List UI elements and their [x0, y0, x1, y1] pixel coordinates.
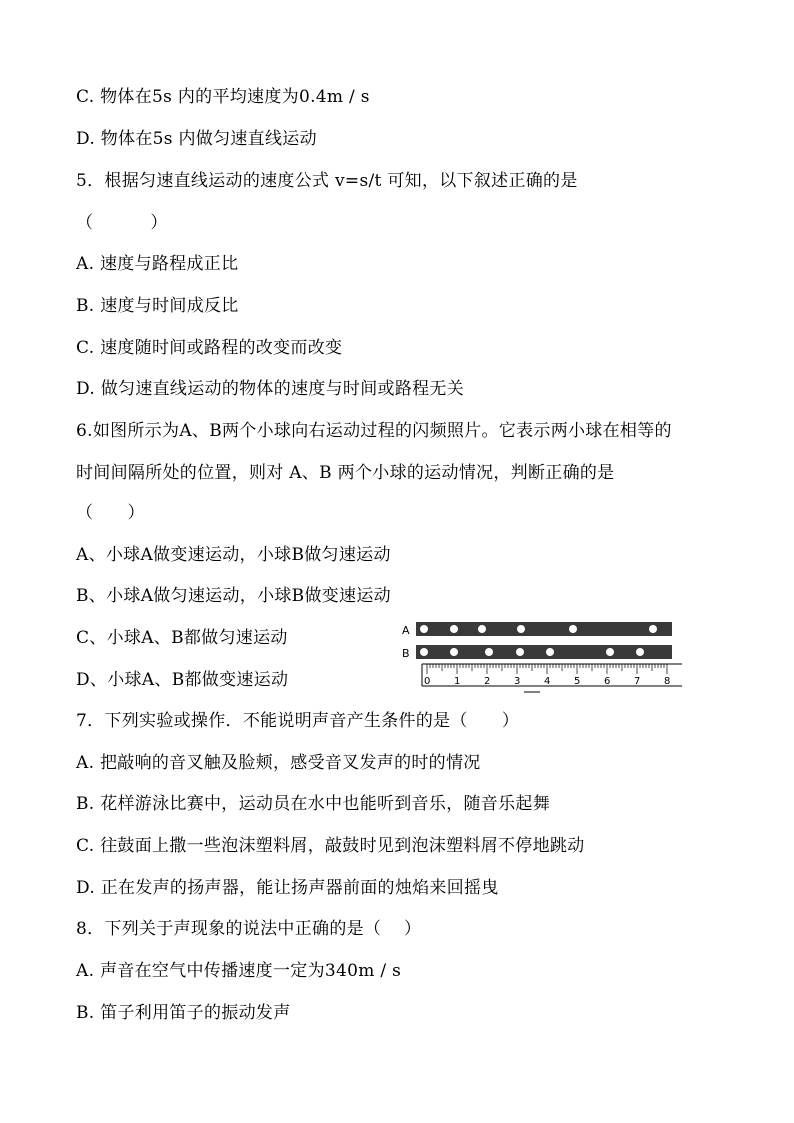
option-d-q6: D、小球A、B都做变速运动	[76, 670, 289, 690]
option-c-q5: C. 速度随时间或路程的改变而改变	[76, 338, 343, 358]
ball-a	[649, 625, 657, 633]
ruler	[422, 664, 682, 692]
ruler-label: 7	[634, 676, 641, 687]
option-d-q5: D. 做匀速直线运动的物体的速度与时间或路程无关	[76, 379, 465, 399]
question-6-blank: （ ）	[76, 503, 145, 523]
ball-b	[546, 648, 554, 656]
ruler-label: 8	[664, 676, 671, 687]
option-b-q6: B、小球A做匀速运动，小球B做变速运动	[76, 586, 391, 606]
ball-b	[636, 648, 644, 656]
strip-label-b: B	[402, 647, 410, 660]
question-8-stem: 8．下列关于声现象的说法中正确的是（ ）	[76, 919, 422, 939]
option-b-q8: B. 笛子利用笛子的振动发声	[76, 1003, 291, 1023]
strobe-photo-figure	[400, 618, 690, 698]
ruler-label: 3	[514, 676, 521, 687]
question-6-stem-cont: 时间间隔所处的位置，则对 A、B 两个小球的运动情况，判断正确的是	[76, 463, 615, 483]
option-d-q7: D. 正在发声的扬声器，能让扬声器前面的烛焰来回摇曳	[76, 878, 499, 898]
ball-a	[450, 625, 458, 633]
question-7-stem: 7．下列实验或操作．不能说明声音产生条件的是（ ）	[76, 711, 520, 731]
ball-a	[478, 625, 486, 633]
option-d-q4: D. 物体在5s 内做匀速直线运动	[76, 129, 317, 149]
ball-b	[485, 648, 493, 656]
ball-b	[450, 648, 458, 656]
option-c-q7: C. 往鼓面上撒一些泡沫塑料屑，敲鼓时见到泡沫塑料屑不停地跳动	[76, 836, 585, 856]
ruler-label: 4	[544, 676, 551, 687]
ball-a	[420, 625, 428, 633]
question-5-blank: （ ）	[76, 213, 168, 233]
ball-a	[517, 625, 525, 633]
option-a-q6: A、小球A做变速运动，小球B做匀速运动	[76, 545, 391, 565]
ruler-label: 1	[454, 676, 461, 687]
option-a-q7: A. 把敲响的音叉触及脸颊，感受音叉发声的时的情况	[76, 753, 481, 773]
ruler-label: 5	[574, 676, 581, 687]
question-5-stem: 5．根据匀速直线运动的速度公式 v=s/t 可知，以下叙述正确的是	[76, 171, 578, 191]
strobe-photo-svg	[400, 618, 690, 698]
ball-b	[420, 648, 428, 656]
option-c-q6: C、小球A、B都做匀速运动	[76, 628, 288, 648]
ruler-label: 0	[424, 676, 431, 687]
option-b-q5: B. 速度与时间成反比	[76, 296, 239, 316]
ball-b	[516, 648, 524, 656]
ruler-label: 2	[484, 676, 491, 687]
option-a-q5: A. 速度与路程成正比	[76, 254, 239, 274]
strip-label-a: A	[402, 624, 410, 637]
option-b-q7: B. 花样游泳比赛中，运动员在水中也能听到音乐，随音乐起舞	[76, 794, 550, 814]
option-c-q4: C. 物体在5s 内的平均速度为0.4m / s	[76, 87, 370, 107]
question-6-stem: 6.如图所示为A、B两个小球向右运动过程的闪频照片。它表示两小球在相等的	[76, 421, 672, 441]
ball-a	[569, 625, 577, 633]
option-a-q8: A. 声音在空气中传播速度一定为340m / s	[76, 961, 402, 981]
ruler-label: 6	[604, 676, 611, 687]
ball-b	[606, 648, 614, 656]
